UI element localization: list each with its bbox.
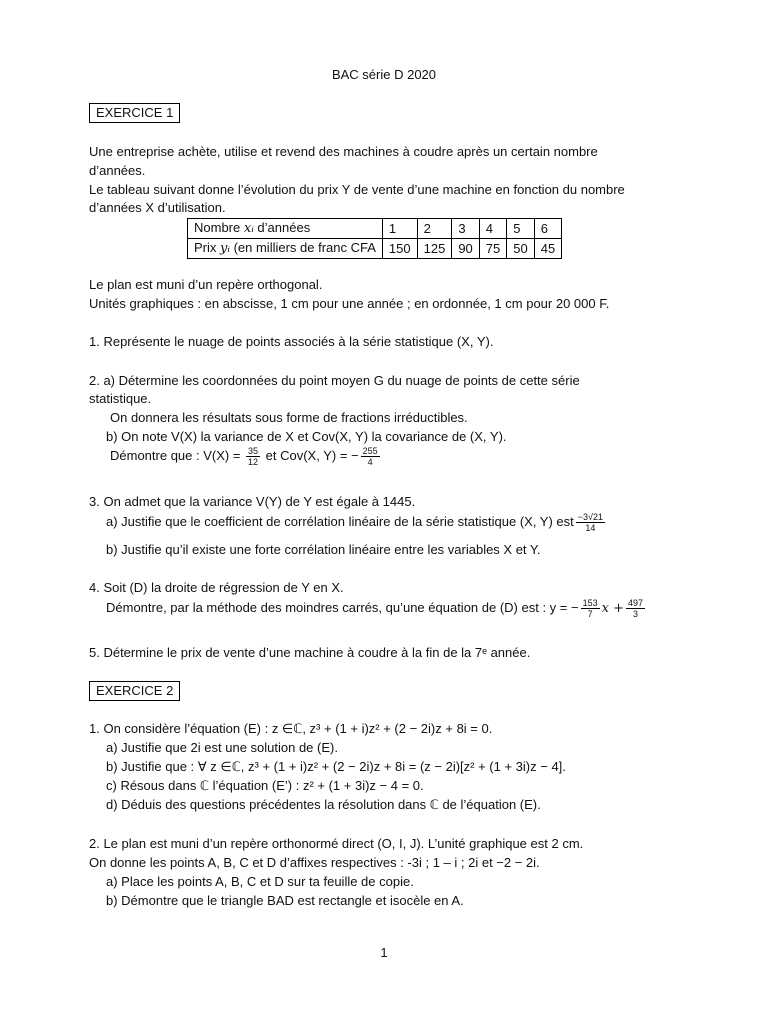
ex1-question-2b-line-1: b) On note V(X) la variance de X et Cov(X, Y) la covariance de (X, Y). bbox=[106, 429, 507, 444]
table-cell: 125 bbox=[417, 239, 452, 259]
fraction-slope: $\frac{153}{7}$ bbox=[582, 598, 598, 619]
ex1-question-5: 5. Détermine le prix de vente d’une machine à coudre à la fin de la 7ᵉ année. bbox=[89, 645, 531, 660]
ex2-question-1a: a) Justifie que 2i est une solution de (E). bbox=[106, 740, 338, 755]
table-cell: 150 bbox=[382, 239, 417, 259]
ex1-question-2a-line-3: On donnera les résultats sous forme de fractions irréductibles. bbox=[110, 410, 468, 425]
table-row-years bbox=[188, 219, 562, 239]
fraction-cov: $\frac{255}{4}$ bbox=[362, 446, 378, 467]
fraction-intercept: $\frac{497}{3}$ bbox=[627, 598, 644, 619]
fraction-correlation: $\frac{-3√21}{14}$ bbox=[577, 512, 603, 533]
table-cell: 50 bbox=[507, 239, 534, 259]
document-title: BAC série D 2020 bbox=[331, 67, 437, 82]
ex2-question-2a: a) Place les points A, B, C et D sur ta feuille de copie. bbox=[106, 874, 414, 889]
table-row-price bbox=[188, 239, 562, 259]
ex2-question-1: 1. On considère l’équation (E) : z ∈ℂ, z³ + (1 + i)z² + (2 − 2i)z + 8i = 0. bbox=[89, 721, 493, 736]
fraction-vx: $\frac{35}{12}$ bbox=[248, 446, 259, 467]
ex2-question-2-line-1: 2. Le plan est muni d’un repère orthonormé direct (O, I, J). L’unité graphique est 2 cm. bbox=[89, 836, 584, 851]
ex1-question-2a-line-2: statistique. bbox=[89, 391, 152, 406]
ex1-plan-line-1: Le plan est muni d’un repère orthogonal. bbox=[89, 277, 323, 292]
ex1-question-3a: a) Justifie que le coefficient de corrélation linéaire de la série statistique (X, Y) est $\frac{-3√21}{14}$ bbox=[106, 512, 603, 533]
table-header-price: Prix yᵢ (en milliers de franc CFA bbox=[188, 239, 383, 259]
table-cell: 90 bbox=[452, 239, 479, 259]
table-cell: 4 bbox=[479, 219, 506, 239]
ex1-intro-line-4: d’années X d’utilisation. bbox=[89, 200, 226, 215]
table-cell: 3 bbox=[452, 219, 479, 239]
table-cell: 2 bbox=[417, 219, 452, 239]
ex1-intro-line-2: d’années. bbox=[89, 163, 146, 178]
data-table bbox=[187, 218, 562, 259]
ex2-question-2-line-2: On donne les points A, B, C et D d’affixes respectives : -3i ; 1 – i ; 2i et −2 − 2i. bbox=[89, 855, 540, 870]
page-number: 1 bbox=[380, 945, 388, 960]
ex2-question-2b: b) Démontre que le triangle BAD est rectangle et isocèle en A. bbox=[106, 893, 464, 908]
ex1-intro-line-3: Le tableau suivant donne l’évolution du prix Y de vente d’une machine en fonction du nombre bbox=[89, 182, 625, 197]
ex1-plan-line-2: Unités graphiques : en abscisse, 1 cm pour une année ; en ordonnée, 1 cm pour 20 000 F. bbox=[89, 296, 610, 311]
ex2-question-1d: d) Déduis des questions précédentes la résolution dans ℂ de l’équation (E). bbox=[106, 797, 541, 812]
exercise-2-label: EXERCICE 2 bbox=[89, 681, 180, 701]
ex1-intro-line-1: Une entreprise achète, utilise et revend des machines à coudre après un certain nombre bbox=[89, 144, 598, 159]
ex1-question-4-line-2: Démontre, par la méthode des moindres carrés, qu’une équation de (D) est : y = − $\frac{153}{7}$ x + $\frac{497}{3}$ bbox=[106, 598, 644, 619]
ex2-question-1b: b) Justifie que : ∀ z ∈ℂ, z³ + (1 + i)z² + (2 − 2i)z + 8i = (z − 2i)[z² + (1 + 3i)z − 4]. bbox=[106, 759, 566, 774]
exercise-1-label: EXERCICE 1 bbox=[89, 103, 180, 123]
ex1-question-3b: b) Justifie qu’il existe une forte corrélation linéaire entre les variables X et Y. bbox=[106, 542, 541, 557]
ex1-question-1: 1. Représente le nuage de points associés à la série statistique (X, Y). bbox=[89, 334, 494, 349]
table-cell: 5 bbox=[507, 219, 534, 239]
ex1-question-2b-line-2: Démontre que : V(X) = $\frac{35}{12}$ et Cov(X, Y) = − $\frac{255}{4}$ bbox=[110, 446, 378, 467]
table-cell: 45 bbox=[534, 239, 561, 259]
ex1-question-2a-line-1: 2. a) Détermine les coordonnées du point moyen G du nuage de points de cette série bbox=[89, 373, 580, 388]
table-cell: 75 bbox=[479, 239, 506, 259]
table-cell: 1 bbox=[382, 219, 417, 239]
table-header-years: Nombre xᵢ d’années bbox=[188, 219, 383, 239]
table-cell: 6 bbox=[534, 219, 561, 239]
ex1-question-3: 3. On admet que la variance V(Y) de Y est égale à 1445. bbox=[89, 494, 416, 509]
ex1-question-4-line-1: 4. Soit (D) la droite de régression de Y en X. bbox=[89, 580, 344, 595]
ex2-question-1c: c) Résous dans ℂ l’équation (E’) : z² + (1 + 3i)z − 4 = 0. bbox=[106, 778, 424, 793]
